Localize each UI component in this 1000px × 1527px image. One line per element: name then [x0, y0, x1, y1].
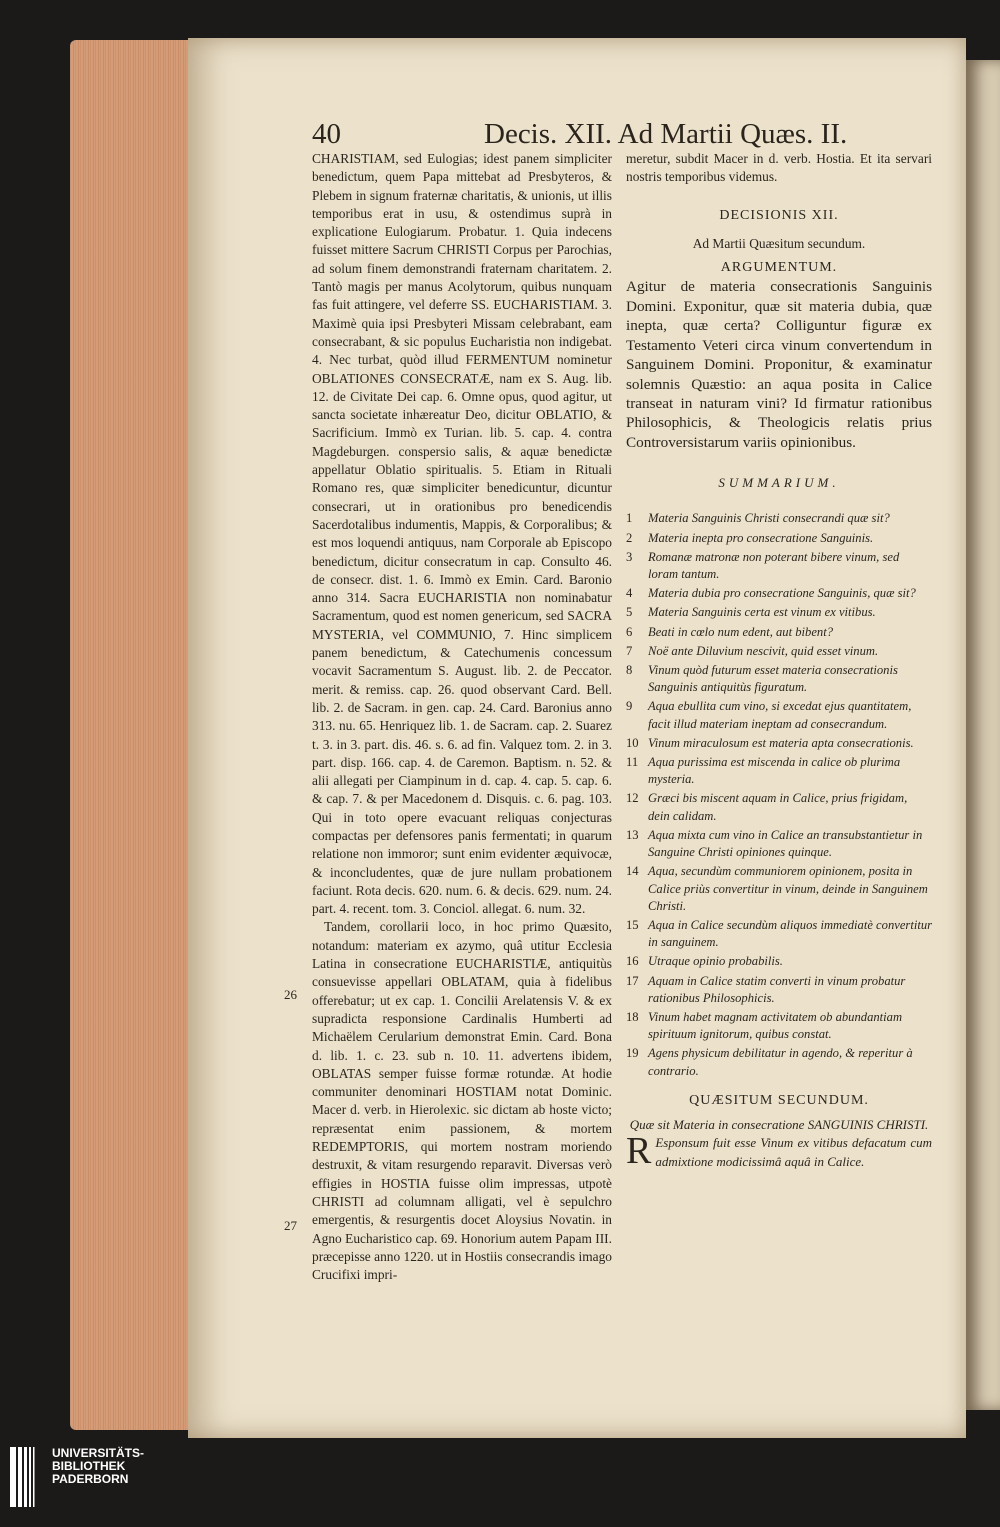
summarium-item	[626, 1045, 932, 1079]
summarium-text: Græci bis miscent aquam in Calice, prius frigidam, dein calidam.	[648, 791, 908, 823]
summarium-text: Utraque opinio probabilis.	[648, 954, 783, 969]
summarium-number: 9	[626, 699, 633, 714]
summarium-number: 3	[626, 549, 633, 564]
summarium-number: 19	[626, 1046, 639, 1061]
summarium-number: 13	[626, 827, 639, 842]
argumentum-text: Agitur de materia consecrationis Sanguinis Domini. Exponitur, quæ sit materia dubia, quæ inepta, quæ certa? Colliguntur figuræ ex Testamento Veteri circa vinum convertendum in Sanguinem Domini. Proponitur, & examinatur solemnis Quæstio: an aqua posita in Calice transeat in naturam vini? Id firmatur rationibus Philosophicis, & Theologicis relatis prius Controversistarum variis opinionibus.	[626, 278, 932, 451]
library-logo-icon	[10, 1447, 44, 1507]
right-intro: meretur, subdit Macer in d. verb. Hostia. Et ita servari nostris temporibus videmus.	[626, 151, 932, 185]
summarium-item	[626, 604, 932, 621]
library-name-line-1: UNIVERSITÄTS-	[52, 1446, 145, 1460]
summarium-text: Aqua in Calice secundùm aliquos immediatè convertitur in sanguinem.	[648, 917, 933, 950]
summarium-text: Vinum habet magnam activitatem ob abundantiam spirituum ignitorum, quibus constat.	[648, 1009, 903, 1042]
summarium-item	[626, 827, 932, 861]
drop-cap: R	[626, 1130, 652, 1173]
summarium-text: Vinum quòd futurum esset materia consecrationis Sanguinis antiquitùs figuratum.	[648, 663, 898, 695]
summarium-text: Aqua purissima est miscenda in calice ob plurima mysteria.	[648, 755, 901, 787]
summarium-text: Aqua ebullita cum vino, si excedat ejus quantitatem, facit illud materiam ineptam ad consecrandum.	[648, 699, 912, 731]
summarium-number: 8	[626, 663, 633, 678]
summarium-item	[626, 863, 932, 915]
left-paragraph-2: Tandem, corollarii loco, in hoc primo Quæsito, notandum: materiam ex azymo, quâ utitur Ecclesia Latina in consecratione EUCHARISTIÆ, antiquitùs consuevisse appellari OBLATAM, quia à fidelibus offerebatur; ut ex cap. 1. Concilii Arelatensis V. & ex supradicta responsione Cardinalis Humberti ad Michaëlem Cerularium demonstrat Emin. Card. Bona d. lib. 1. c. 23. sub n. 10. 11. advertens ibidem, OBLATAS semper fuisse formæ rotundæ. At hodie communiter denominari HOSTIAM notat Dominic. Macer d. verb. in Hierolexic. sic dictam ab hoste victo; repræsentat enim passionem, & mortem REDEMPTORIS, qui mortem nostram moriendo destruxit, & vitam resurgendo reparavit. Diversas verò effigies in HOSTIA fuisse olim impressas, utpotè CHRISTI ad columnam alligati, vel è sepulchro emergentis, & resurgentis docet Aloysius Novatin. in Agno Eucharistico cap. 69. Honorium autem Papam III. præcepisse anno 1220. ut in Hostiis consecrandis imago Crucifixi impri-	[312, 919, 612, 1283]
summarium-text: Aquam in Calice statim converti in vinum probatur rationibus Philosophicis.	[648, 973, 906, 1005]
summarium-item	[626, 643, 932, 660]
summarium-item	[626, 754, 932, 788]
summarium-item	[626, 530, 932, 547]
library-logo	[0, 1447, 220, 1527]
summarium-text: Aqua, secundùm communiorem opinionem, posita in Calice priùs convertitur in vinum, deinde in Sanguinem Christi.	[648, 864, 928, 913]
quaesitum-heading: QUÆSITUM SECUNDUM.	[689, 1092, 869, 1108]
summarium-list	[626, 510, 932, 1079]
summarium-heading: SUMMARIUM.	[718, 475, 840, 491]
quaesitum-subheading: Ad Martii Quæsitum secundum.	[692, 235, 866, 251]
summarium-text: Vinum miraculosum est materia apta consecrationis.	[648, 735, 914, 750]
summarium-item	[626, 790, 932, 824]
summarium-number: 16	[626, 954, 639, 969]
summarium-item	[626, 735, 932, 752]
summarium-text: Romanæ matronæ non poterant bibere vinum, sed loram tantum.	[648, 549, 900, 582]
decisionis-heading: DECISIONIS XII.	[719, 207, 839, 223]
summarium-text: Aqua mixta cum vino in Calice an transubstantietur in Sanguine Christi opiniones quinque.	[648, 827, 923, 860]
summarium-number: 14	[626, 864, 639, 879]
summarium-item	[626, 1009, 932, 1043]
argumentum-heading: ARGUMENTUM.	[720, 260, 838, 276]
book-page-edges	[70, 40, 190, 1430]
summarium-number: 15	[626, 917, 639, 932]
left-column	[312, 150, 612, 1284]
response-text: Esponsum fuit esse Vinum ex vitibus defacatum cum admixtione modicissimâ aquâ in Calice.	[655, 1135, 932, 1169]
left-paragraph-1: CHARISTIAM, sed Eulogias; idest panem simpliciter benedictum, quem Papa mittebat ad Presbyteros, & Plebem in signum fraternæ charitatis, & unionis, ut illis temporibus erat in usu, & ostendimus suprà in explicatione Eulogiarum. Probatur. 1. Quia indecens fuisset mittere Sacrum CHRISTI Corpus per Parochias, ad solum finem demonstrandi fraternam charitatem. 2. Tantò magis per manus Acolytorum, quibus nunquam fas fuit attingere, vel deferre SS. EUCHARISTIAM. 3. Maximè quia ipsi Presbyteri Missam celebrabant, eam consecrabant, & sic populus Eucharistia non indigebat. 4. Nec turbat, quòd illud FERMENTUM nominetur OBLATIONES CONSECRATÆ, nam ex S. Aug. lib. 12. de Civitate Dei cap. 6. Omne opus, quod agitur, ut sancta societate inhæreatur Deo, dicitur OBLATIO, & Sacrificium. Immò ex Turian. lib. 5. cap. 4. contra Magdeburgen. conspersio salis, & aquæ benedictæ appellatur Oblatio spiritualis. 5. Etiam in Rituali Romano res, quæ simpliciter benedicuntur, dicuntur consecrari, ut in orationibus pro benedicendis Sacerdotalibus indumentis, Mappis, & Corporalibus; & est mos loquendi antiquus, nam Corporale ab Episcopo benedictum, dicitur consecratum in cap. Consulto 46. de consecr. dist. 1. 6. Immò ex Emin. Card. Baronio anno 314. Sacra EUCHARISTIA non nominabatur Sacramentum, quod est nomen genericum, sed SACRA MYSTERIA, vel COMMUNIO, 7. Hinc simplicem panem benedictum, & Catechumenis concessum vocavit Sacramentum S. August. lib. 2. de Peccator. merit. & remiss. cap. 26. quod observant Card. Bell. lib. 2. de Sacram. in gen. cap. 24. Card. Baronius anno 313. nu. 65. Henriquez lib. 1. de Sacram. cap. 2. Suarez t. 3. in 3. part. dis. 46. s. 6. ad fin. Valquez tom. 2. in 3. part. disp. 166. cap. 4. de Caremon. Baptism. n. 52. & alii allegati per Ciampinum in d. cap. 4. cap. 5. cap. 6. & cap. 7. & per Macedonem d. Disquis. c. 6. pag. 103. Qui in toto opere evacuant reliquas conjecturas compactas per defensores panis fermentati; in quarum relatione non immoror; sunt enim evidenter æquivocæ, & inconcludentes, quæ de jure nullam probationem faciunt. Rota decis. 620. num. 6. & decis. 629. num. 24. part. 4. recent. tom. 3. Conciol. allegat. 6. num. 32.	[312, 151, 612, 917]
summarium-number: 6	[626, 624, 633, 639]
summarium-item	[626, 698, 932, 732]
summarium-number: 7	[626, 643, 633, 658]
summarium-text: Beati in cœlo num edent, aut bibent?	[648, 624, 834, 639]
summarium-item	[626, 549, 932, 583]
facing-page-edge	[966, 60, 1000, 1410]
summarium-item	[626, 585, 932, 602]
summarium-text: Agens physicum debilitatur in agendo, & reperitur à contrario.	[648, 1046, 913, 1078]
summarium-text: Materia dubia pro consecratione Sanguinis, quæ sit?	[648, 586, 916, 601]
library-name-line-3: PADERBORN	[52, 1472, 129, 1486]
margin-note-26: 26	[284, 987, 297, 1002]
right-column	[626, 150, 932, 1171]
summarium-number: 10	[626, 735, 639, 750]
summarium-item	[626, 510, 932, 527]
running-title: Decis. XII. Ad Martii Quæs. II.	[484, 118, 848, 150]
quaesitum-question: Quæ sit Materia in consecratione SANGUINIS CHRISTI.	[629, 1117, 929, 1133]
summarium-item	[626, 624, 932, 641]
summarium-text: Noë ante Diluvium nescivit, quid esset vinum.	[648, 643, 879, 658]
margin-note-27: 27	[284, 1218, 297, 1233]
summarium-number: 1	[626, 511, 633, 526]
summarium-number: 12	[626, 791, 639, 806]
library-name-line-2: BIBLIOTHEK	[52, 1459, 126, 1473]
summarium-number: 4	[626, 586, 633, 601]
summarium-text: Materia Sanguinis Christi consecrandi quæ sit?	[648, 511, 890, 526]
library-name	[52, 1447, 144, 1486]
summarium-text: Materia inepta pro consecratione Sanguinis.	[648, 530, 874, 545]
running-header	[312, 118, 952, 154]
summarium-item	[626, 917, 932, 951]
summarium-number: 17	[626, 973, 639, 988]
summarium-text: Materia Sanguinis certa est vinum ex vitibus.	[648, 605, 876, 620]
summarium-number: 18	[626, 1009, 639, 1024]
page-number: 40	[312, 118, 341, 150]
response-paragraph	[626, 1130, 932, 1173]
summarium-item	[626, 973, 932, 1007]
summarium-number: 5	[626, 605, 633, 620]
summarium-number: 2	[626, 530, 633, 545]
summarium-number: 11	[626, 755, 639, 770]
summarium-item	[626, 953, 932, 970]
summarium-item	[626, 662, 932, 696]
